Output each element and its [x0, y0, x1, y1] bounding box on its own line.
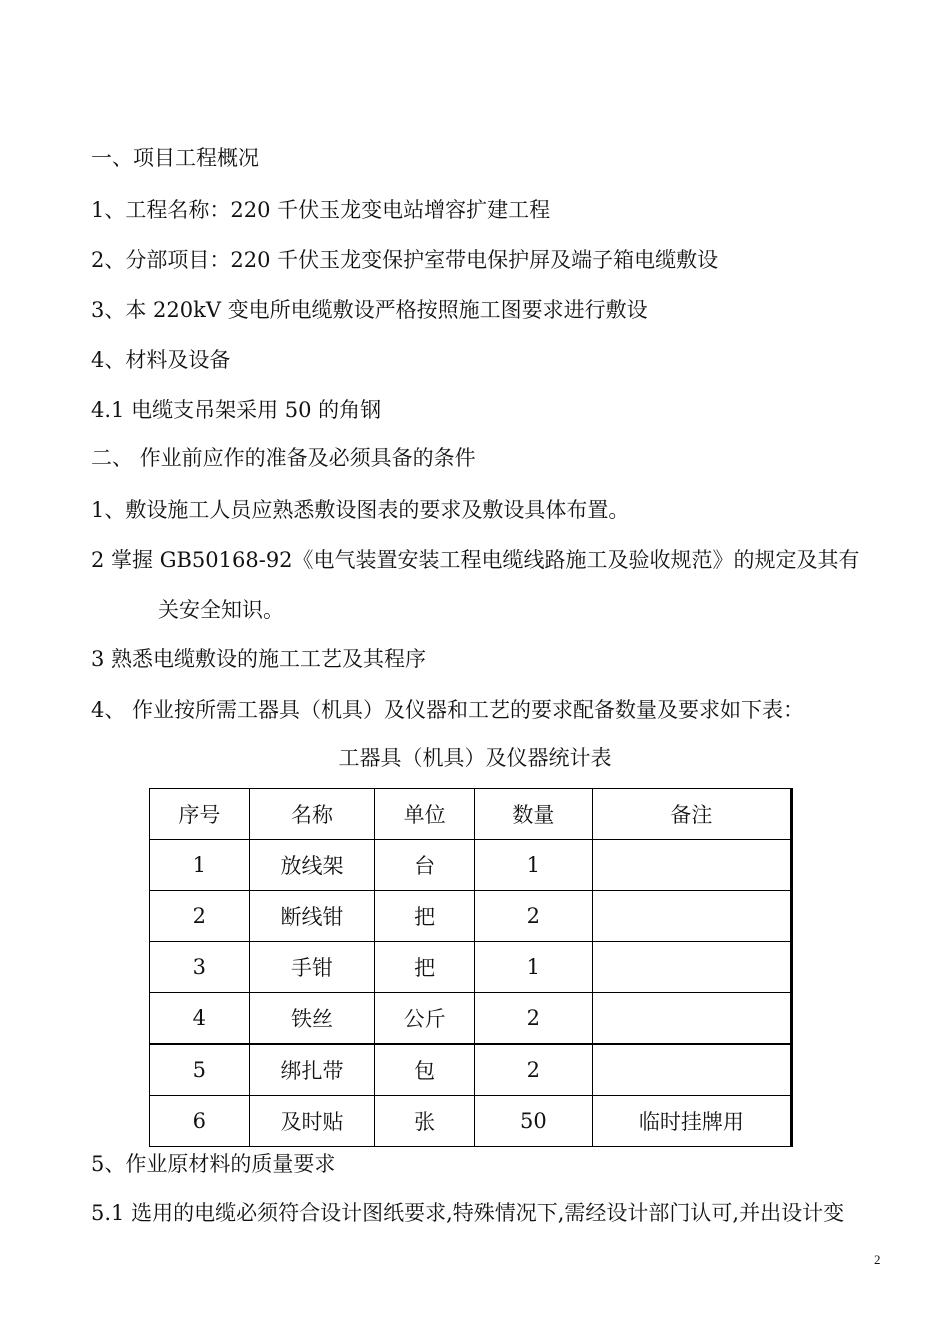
- table-row: [150, 1044, 792, 1096]
- table-row: [150, 942, 792, 993]
- table-cell: 铁丝: [249, 993, 375, 1045]
- table-cell: 手钳: [249, 942, 375, 993]
- table-cell: 1: [150, 840, 250, 891]
- table-caption: 工器具（机具）及仪器统计表: [338, 746, 612, 770]
- header-cell: 序号: [150, 789, 250, 840]
- table-cell: 及时贴: [249, 1096, 375, 1147]
- table-cell: 临时挂牌用: [592, 1096, 791, 1147]
- table-cell: 2: [475, 993, 593, 1045]
- header-cell: 备注: [592, 789, 791, 840]
- table-row: [150, 891, 792, 942]
- table-row: [150, 993, 792, 1045]
- table-cell: 3: [150, 942, 250, 993]
- line-materials: 4、材料及设备: [91, 348, 231, 372]
- table-cell: [592, 942, 791, 993]
- line-section-5-heading: 5、作业原材料的质量要求: [91, 1152, 336, 1176]
- line-condition-4: 4、 作业按所需工器具（机具）及仪器和工艺的要求配备数量及要求如下表：: [91, 698, 805, 722]
- table-cell: 1: [475, 840, 593, 891]
- line-section-2-heading: 二、 作业前应作的准备及必须具备的条件: [91, 446, 476, 470]
- table-row: [150, 1096, 792, 1147]
- table-cell: 6: [150, 1096, 250, 1147]
- table-cell: [592, 840, 791, 891]
- line-condition-2-cont: 关安全知识。: [158, 598, 284, 622]
- line-sub-project: 2、分部项目：220 千伏玉龙变保护室带电保护屏及端子箱电缆敷设: [91, 248, 719, 272]
- table-cell: 台: [375, 840, 475, 891]
- table-cell: 50: [475, 1096, 593, 1147]
- line-material-4-1: 4.1 电缆支吊架采用 50 的角钢: [91, 398, 382, 422]
- table-cell: 把: [375, 942, 475, 993]
- table-cell: 公斤: [375, 993, 475, 1045]
- table-cell: 2: [475, 891, 593, 942]
- table-cell: 4: [150, 993, 250, 1045]
- line-project-name: 1、工程名称：220 千伏玉龙变电站增容扩建工程: [91, 198, 551, 222]
- line-condition-1: 1、敷设施工人员应熟悉敷设图表的要求及敷设具体布置。: [91, 498, 630, 522]
- table-row: [150, 840, 792, 891]
- line-cable-laying: 3、本 220kV 变电所电缆敷设严格按照施工图要求进行敷设: [91, 298, 648, 322]
- table-cell: 1: [475, 942, 593, 993]
- table-cell: 2: [475, 1044, 593, 1096]
- table-cell: 包: [375, 1044, 475, 1096]
- header-cell: 名称: [249, 789, 375, 840]
- table-cell: 5: [150, 1044, 250, 1096]
- header-cell: 数量: [475, 789, 593, 840]
- tools-table: [149, 788, 793, 1147]
- line-quality-5-1: 5.1 选用的电缆必须符合设计图纸要求,特殊情况下,需经设计部门认可,并出设计变: [91, 1201, 845, 1225]
- table-cell: [592, 891, 791, 942]
- line-condition-2: 2 掌握 GB50168-92《电气装置安装工程电缆线路施工及验收规范》的规定及其有: [91, 548, 860, 572]
- line-condition-3: 3 熟悉电缆敷设的施工工艺及其程序: [91, 647, 427, 671]
- table-cell: 绑扎带: [249, 1044, 375, 1096]
- page-number: 2: [874, 1252, 881, 1267]
- line-section-1-heading: 一、项目工程概况: [91, 146, 259, 170]
- table-cell: [592, 993, 791, 1045]
- table-cell: 放线架: [249, 840, 375, 891]
- table-cell: 断线钳: [249, 891, 375, 942]
- table-cell: 2: [150, 891, 250, 942]
- table-cell: [592, 1044, 791, 1096]
- table-cell: 把: [375, 891, 475, 942]
- header-cell: 单位: [375, 789, 475, 840]
- table-cell: 张: [375, 1096, 475, 1147]
- table-header-row: [150, 789, 792, 840]
